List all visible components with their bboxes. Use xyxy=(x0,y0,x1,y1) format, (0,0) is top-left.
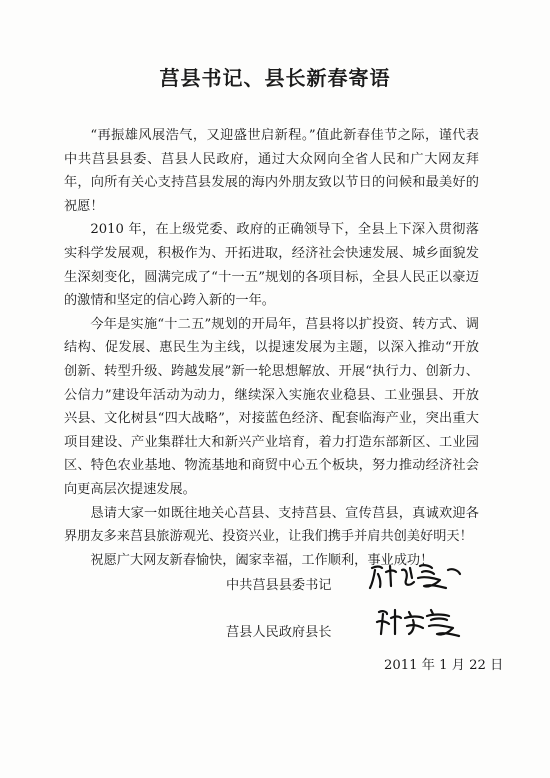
signature-1-handwritten xyxy=(366,560,466,592)
page-title: 莒县书记、县长新春寄语 xyxy=(159,66,391,90)
paragraph-2: 2010 年，在上级党委、政府的正确领导下，全县上下深入贯彻落实科学发展观，积极作为、开拓进取，经济社会快速发展、城乡面貌发生深刻变化，圆满完成了“十一五”规划的各项目标，全县人民正以豪迈的激情和坚定的信心跨入新的一年。 xyxy=(64,222,479,309)
paragraph-4: 恳请大家一如既往地关心莒县、支持莒县、宣传莒县，真诚欢迎各界朋友多来莒县旅游观光、投资兴业，让我们携手并肩共创美好明天！ xyxy=(64,505,479,545)
paragraph-1: “再振雄风展浩气，又迎盛世启新程。”值此新春佳节之际，谨代表中共莒县县委、莒县人民政府，通过大众网向全省人民和广大网友拜年，向所有关心支持莒县发展的海内外朋友致以节日的问候和最美好的祝愿！ xyxy=(64,128,479,214)
paragraph-3: 今年是实施“十二五”规划的开局年，莒县将以扩投资、转方式、调结构、促发展、惠民生为主线，以提速发展为主题，以深入推动“开放创新、转型升级、跨越发展”新一轮思想解放、开展“执行力、创新力、公信力”建设年活动为动力，继续深入实施农业稳县、工业强县、开放兴县、文化树县“四大战略”，对接蓝色经济、配套临海产业，突出重大项目建设、产业集群壮大和新兴产业培育，着力打造东部新区、工业园区、特色农业基地、物流基地和商贸中心五个板块，努力推动经济社会向更高层次提速发展。 xyxy=(64,316,479,497)
letter-body xyxy=(64,124,479,572)
paragraph-5: 祝愿广大网友新春愉快，阖家幸福，工作顺利，事业成功！ xyxy=(90,552,434,568)
signature-2-handwritten xyxy=(373,606,463,640)
signer-1-role: 中共莒县县委书记 xyxy=(226,578,332,593)
signer-2-role: 莒县人民政府县长 xyxy=(226,625,332,640)
letter-date: 2011 年 1 月 22 日 xyxy=(384,658,504,673)
